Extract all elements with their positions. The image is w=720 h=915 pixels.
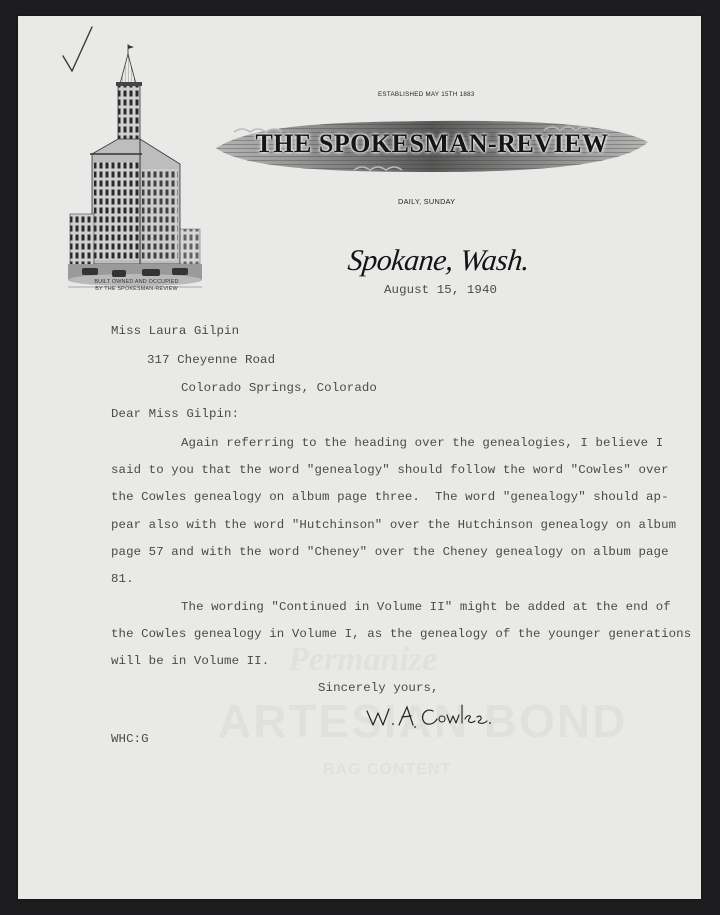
city-script: Spokane, Wash. bbox=[346, 244, 531, 277]
paragraph1-line: page 57 and with the word "Cheney" over the Cheney genealogy on album page bbox=[111, 545, 669, 559]
letter-date: August 15, 1940 bbox=[384, 283, 498, 297]
masthead-title: THE SPOKESMAN-REVIEW bbox=[255, 129, 609, 158]
building-illustration bbox=[68, 44, 202, 296]
paragraph1-line: 81. bbox=[111, 572, 134, 586]
recipient-city: Colorado Springs, Colorado bbox=[181, 381, 377, 395]
paragraph2-line: The wording "Continued in Volume II" might be added at the end of bbox=[181, 600, 671, 614]
publication-frequency: DAILY, SUNDAY bbox=[398, 197, 456, 206]
paragraph2-line: the Cowles genealogy in Volume I, as the genealogy of the younger generations bbox=[111, 627, 692, 641]
signature bbox=[363, 697, 503, 733]
watermark-line3 bbox=[323, 761, 451, 779]
paragraph1-line: the Cowles genealogy on album page three. The word "genealogy" should ap- bbox=[111, 490, 669, 504]
letter-page bbox=[18, 16, 701, 899]
paragraph1-line: said to you that the word "genealogy" should follow the word "Cowles" over bbox=[111, 463, 669, 477]
paragraph2-line: will be in Volume II. bbox=[111, 654, 270, 668]
salutation: Dear Miss Gilpin: bbox=[111, 407, 240, 421]
closing: Sincerely yours, bbox=[318, 681, 439, 695]
building-caption-line2: BY THE SPOKESMAN-REVIEW bbox=[95, 286, 178, 292]
recipient-street: 317 Cheyenne Road bbox=[147, 353, 276, 367]
paragraph1-line: Again referring to the heading over the genealogies, I believe I bbox=[181, 436, 664, 450]
reference-initials: WHC:G bbox=[111, 732, 149, 746]
recipient-name: Miss Laura Gilpin bbox=[111, 324, 240, 338]
established-date: ESTABLISHED MAY 15TH 1883 bbox=[378, 91, 475, 98]
paragraph1-line: pear also with the word "Hutchinson" over the Hutchinson genealogy on album bbox=[111, 518, 677, 532]
watermark-line1 bbox=[288, 641, 437, 679]
building-caption-line1: BUILT OWNED AND OCCUPIED bbox=[94, 279, 179, 285]
